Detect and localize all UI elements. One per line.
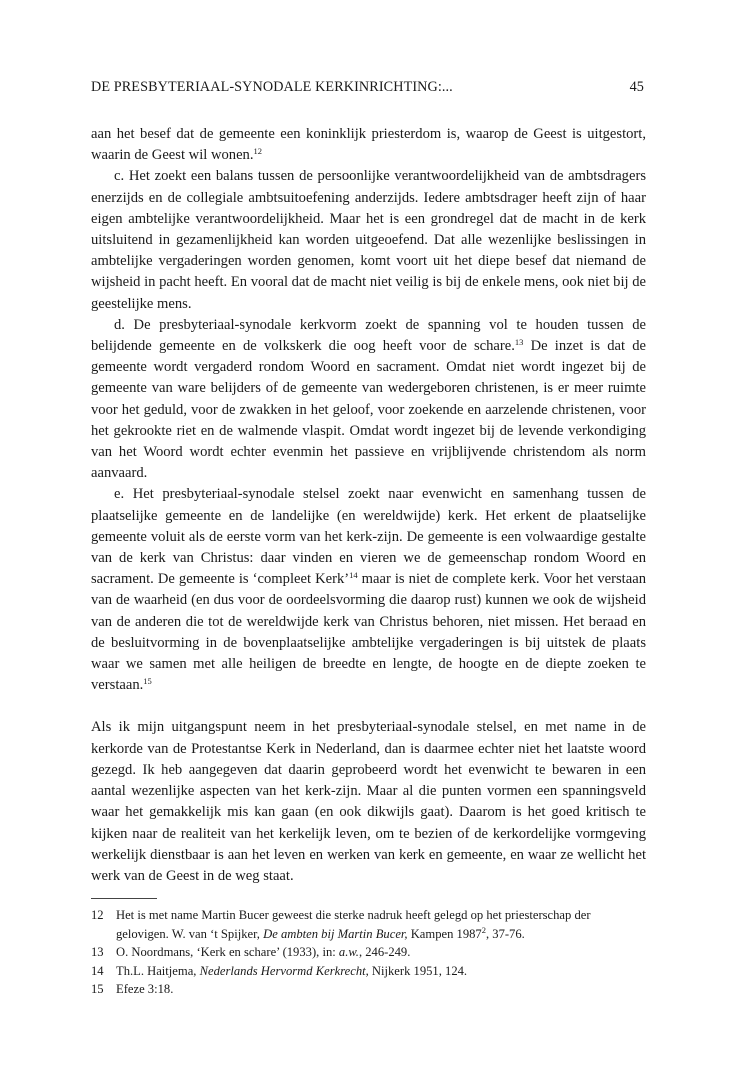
paragraph-conclusion: Als ik mijn uitgangspunt neem in het presbyteriaal-synodale stelsel, en met name in de kerkorde van de Protestantse Kerk in Nederland, dan is daarmee echter niet het laatste woord gezegd. Ik heb aangegeven dat daarin geprobeerd wordt het evenwicht te bewaren in een aantal wezenlijke aspecten van het kerk-zijn. Maar al die punten vormen een spanningsveld waar het gemakkelijk mis kan gaan (en ook dikwijls gaat). Daarom is het goed kritisch te kijken naar de realiteit van het kerkelijk leven, om te bezien of de kerkordelijke vormgeving werkelijk dienstbaar is aan het leven en werken van kerk en gemeente, en waar ze wellicht het werk van de Geest in de weg staat. — [91, 719, 646, 884]
chapter-title: DE PRESBYTERIAAL-SYNODALE KERKINRICHTING:... — [91, 79, 453, 95]
paragraph-d: d. De presbyteriaal-synodale kerkvorm zoekt de spanning vol te houden tussen de belijdende gemeente en de volkskerk die oog heeft voor de schare.$^{13}$ De inzet is dat de gemeente wordt vergaderd rondom Woord en sacrament. Omdat niet wordt ingezet bij de gemeente van ware belijders of de gemeente van wedergeboren christenen, is er meer ruimte voor het geduld, voor de zwakken in het geloof, voor zoekende en aarzelende christenen, voor het gekrookte riet en de walmende vlaspit. Omdat wordt ingezet bij de levende verkondiging van het Woord wordt echter evenmin het passieve en vrijblijvende christendom als norm aanvaard. — [91, 316, 646, 482]
footnote-15 — [91, 980, 646, 999]
paragraph-c: c. Het zoekt een balans tussen de persoonlijke verantwoordelijkheid van de ambtsdragers enerzijds en de collegiale ambtsuitoefening anderzijds. Iedere ambtsdrager heeft zijn of haar eigen ambtelijke verantwoordelijkheid. Maar het is een grondregel dat de macht in de kerk uitsluitend in gezamenlijkheid kan worden uitgeoefend. Dat alle wezenlijke beslissingen in ambtelijke vergaderingen worden genomen, komt voort uit het diepe besef dat niemand de wijsheid in pacht heeft. En vooral dat de macht niet veilig is bij de enkele mens, ook niet bij de geestelijke mens. — [91, 168, 646, 312]
footnote-ref-13[interactable]: 13 — [514, 337, 524, 348]
footnote-divider — [91, 898, 157, 899]
footnote-text: Het is met name Martin Bucer geweest die sterke nadruk heeft gelegd op het priesterschap der gelovigen. W. van ‘t Spijker, De ambten bij Martin Bucer, Kampen 1987$^2$, 37-76. — [116, 908, 591, 941]
footnote-12 — [91, 906, 646, 943]
footnote-text: Th.L. Haitjema, Nederlands Hervormd Kerkrecht, Nijkerk 1951, 124. — [116, 963, 468, 978]
page-number: 45 — [629, 79, 644, 95]
footnote-13 — [91, 943, 646, 962]
footnote-number: 14 — [91, 963, 104, 978]
footnote-text: Efeze 3:18. — [116, 982, 174, 997]
footnotes — [91, 906, 646, 999]
body-text — [91, 124, 646, 887]
footnote-ref-12[interactable]: 12 — [253, 146, 263, 157]
footnote-ref-14[interactable]: 14 — [349, 570, 358, 581]
footnote-number: 15 — [91, 982, 104, 997]
footnote-number: 12 — [91, 908, 104, 922]
footnote-ref-15[interactable]: 15 — [143, 676, 152, 687]
running-head — [91, 79, 644, 96]
paragraph-1: aan het besef dat de gemeente een koninklijk priesterdom is, waarop de Geest is uitgestort, waarin de Geest wil wonen.$^{12}$ — [91, 126, 646, 164]
footnote-number: 13 — [91, 945, 104, 960]
paragraph-e: e. Het presbyteriaal-synodale stelsel zoekt naar evenwicht en samenhang tussen de plaatselijke gemeente en de landelijke (en wereldwijde) kerk. Het erkent de plaatselijke gemeente voluit als de eerste vorm van het kerk-zijn. De gemeente is een volwaardige gestalte van de kerk van Christus: daar vinden en vieren we de gemeenschap rondom Woord en sacrament. De gemeente is ‘compleet Kerk’$^{14}$ maar is niet de complete kerk. Voor het verstaan van de waarheid (en dus voor de oordeelsvorming die daarop rust) kunnen we ook de wijsheid van de anderen die tot de wereldwijde kerk van Christus behoren, niet missen. Het beraad en de besluitvorming in de bovenplaatselijke ambtelijke vergaderingen is bij uitstek de plaats waar we samen met alle heiligen de breedte en lengte, de hoogte en de diepte zoeken te verstaan.$^{15}$ — [91, 486, 646, 694]
footnote-text: O. Noordmans, ‘Kerk en schare’ (1933), in: a.w., 246-249. — [116, 945, 411, 960]
footnote-14 — [91, 962, 646, 981]
